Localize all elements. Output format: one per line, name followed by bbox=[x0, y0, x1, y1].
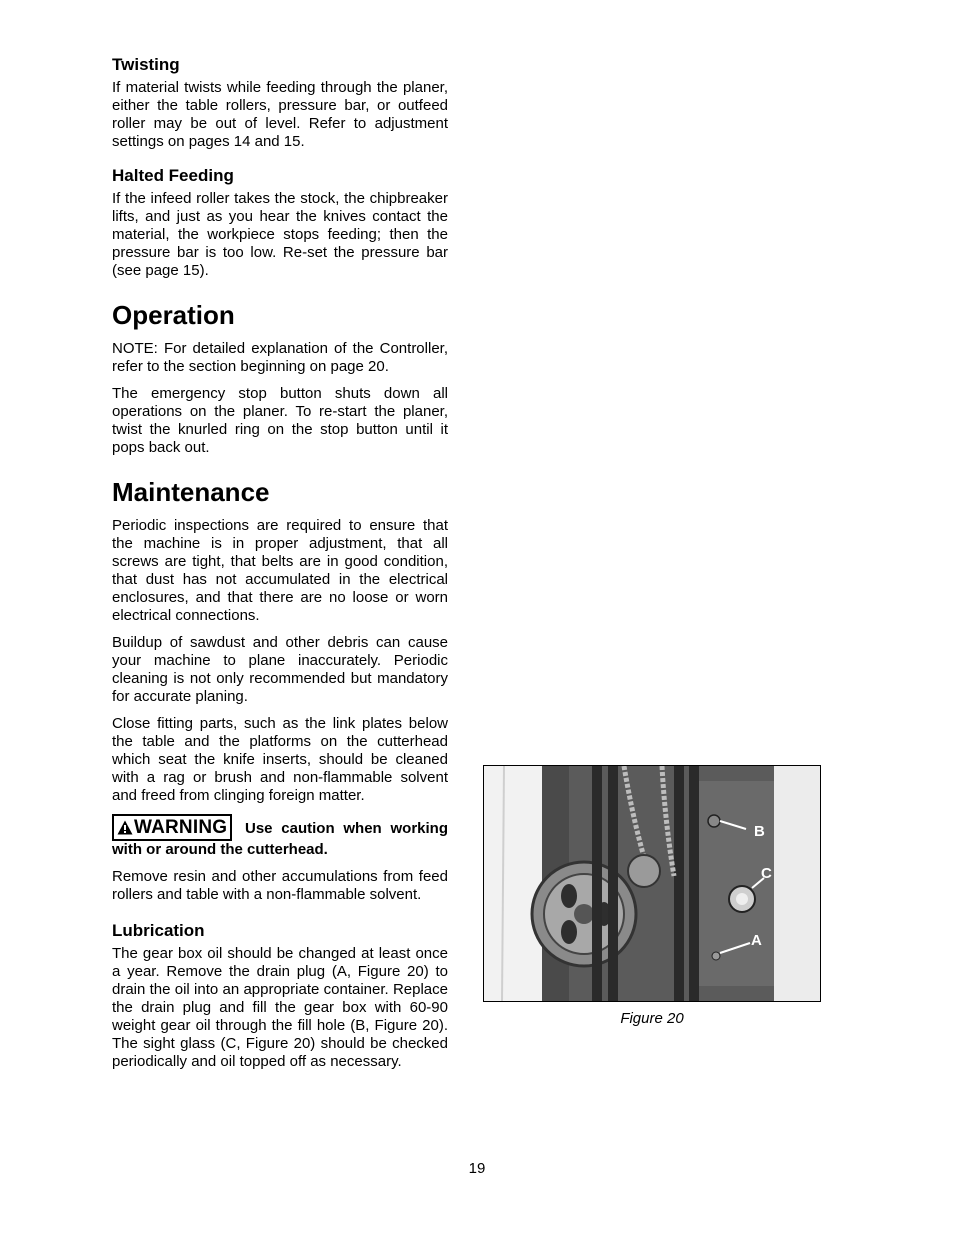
maintenance-sawdust: Buildup of sawdust and other debris can cause your machine to plane inaccurately. Periodic cleaning is not only recommended but mandatory for accurate planing. bbox=[112, 634, 448, 705]
callout-a: A bbox=[751, 932, 762, 949]
maintenance-resin: Remove resin and other accumulations from feed rollers and table with a non-flammable solvent. bbox=[112, 868, 448, 903]
lubrication-body: The gear box oil should be changed at least once a year. Remove the drain plug (A, Figure 20) to drain the oil into an appropriate container. Replace the drain plug and fill the gear box with 60-90 weight gear oil through the fill hole (B, Figure 20). The sight glass (C, Figure 20) should be checked periodically and oil topped off as necessary. bbox=[112, 945, 448, 1070]
warning-triangle-icon bbox=[117, 820, 133, 835]
warning-badge bbox=[112, 814, 232, 841]
figure-caption: Figure 20 bbox=[620, 1010, 684, 1027]
warning-label: WARNING bbox=[134, 817, 228, 838]
twisting-heading: Twisting bbox=[112, 55, 180, 74]
halted-feeding-body: If the infeed roller takes the stock, the chipbreaker lifts, and just as you hear the knives contact the material, the workpiece stops feeding; then the pressure bar is too low. Re-set the pressure bar (see page 15). bbox=[112, 190, 448, 279]
operation-note: NOTE: For detailed explanation of the Controller, refer to the section beginning on page 20. bbox=[112, 340, 448, 375]
maintenance-inspections: Periodic inspections are required to ensure that the machine is in proper adjustment, that all screws are tight, that belts are in good condition, that dust has not accumulated in the electrical enclosures, and that there are no loose or worn electrical connections. bbox=[112, 517, 448, 624]
halted-feeding-heading: Halted Feeding bbox=[112, 166, 234, 185]
operation-heading: Operation bbox=[112, 300, 235, 330]
maintenance-heading: Maintenance bbox=[112, 477, 270, 507]
figure-20-photo bbox=[483, 765, 821, 1002]
lubrication-heading: Lubrication bbox=[112, 921, 205, 940]
twisting-body: If material twists while feeding through the planer, either the table rollers, pressure bar, or outfeed roller may be out of level. Refer to adjustment settings on pages 14 and 15. bbox=[112, 79, 448, 150]
callout-b: B bbox=[754, 823, 765, 840]
left-column bbox=[112, 54, 448, 1080]
page-number: 19 bbox=[468, 1160, 486, 1177]
gearbox-photo-illustration bbox=[484, 766, 820, 1001]
warning-notice bbox=[112, 814, 448, 859]
operation-emergency-stop: The emergency stop button shuts down all operations on the planer. To re-start the planer, twist the knurled ring on the stop button until it pops back out. bbox=[112, 385, 448, 456]
callout-c: C bbox=[761, 865, 772, 882]
maintenance-close-fitting: Close fitting parts, such as the link plates below the table and the platforms on the cutterhead which seat the knife inserts, should be cleaned with a rag or brush and non-flammable solvent and freed from clinging foreign matter. bbox=[112, 715, 448, 804]
warning-text: Use caution when working with or around the cutterhead. bbox=[112, 820, 448, 858]
